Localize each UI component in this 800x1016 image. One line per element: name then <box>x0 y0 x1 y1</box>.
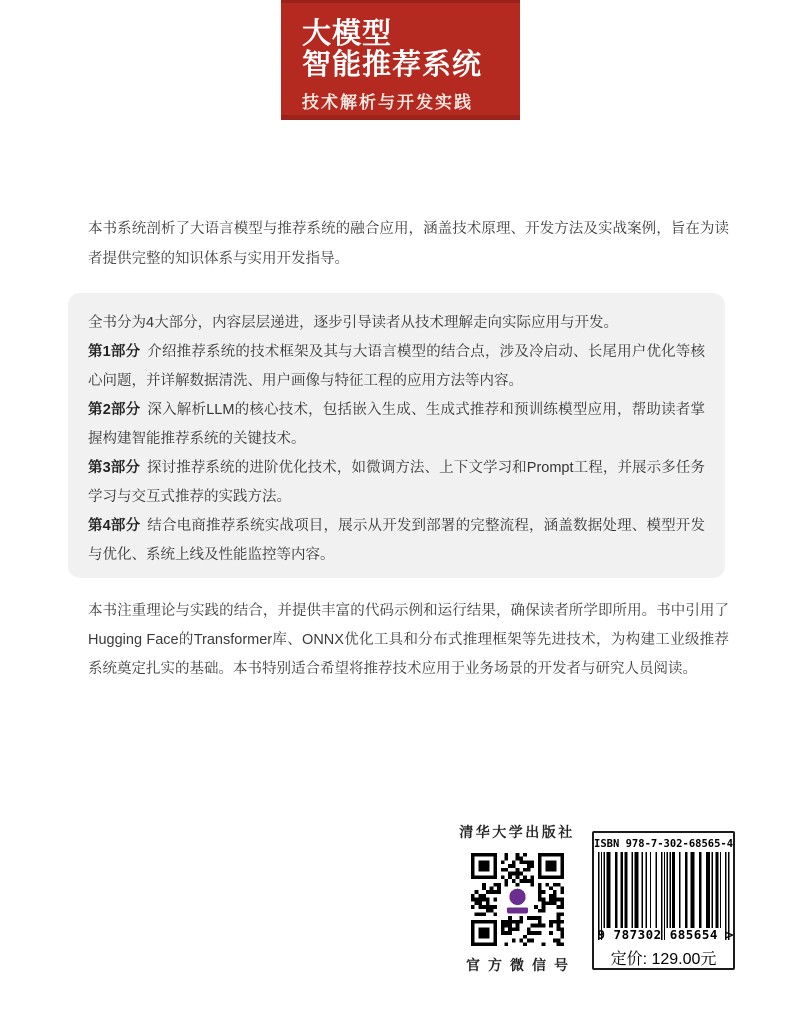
part-1-description <box>88 338 705 396</box>
part-2-text: 深入解析LLM的核心技术，包括嵌入生成、生成式推荐和预训练模型应用，帮助读者掌握构建智能推荐系统的关键技术。 <box>88 402 705 447</box>
price-text: 定价: 129.00元 <box>610 951 717 968</box>
ean-barcode-icon <box>597 852 734 942</box>
part-1-label: 第1部分 <box>88 344 141 360</box>
isbn-barcode-box <box>592 831 735 970</box>
part-1-text: 介绍推荐系统的技术框架及其与大语言模型的结合点，涉及冷启动、长尾用户优化等核心问题，并详解数据清洗、用户画像与特征工程的应用方法等内容。 <box>88 344 705 389</box>
intro-paragraph: 本书系统剖析了大语言模型与推荐系统的融合应用，涵盖技术原理、开发方法及实战案例，旨在为读者提供完整的知识体系与实用开发指导。 <box>88 221 729 267</box>
book-title-line1: 大模型 <box>302 18 393 50</box>
part-3-description <box>88 454 705 512</box>
publisher-name: 清华大学出版社 <box>459 824 575 840</box>
wechat-account-label: 官方微信号 <box>466 957 576 973</box>
isbn-text: ISBN 978-7-302-68565-4 <box>594 838 734 850</box>
part-2-description <box>88 396 705 454</box>
contents-overview-box <box>68 293 725 578</box>
book-subtitle: 技术解析与开发实践 <box>302 93 473 113</box>
part-3-text: 探讨推荐系统的进阶优化技术，如微调方法、上下文学习和Prompt工程，并展示多任务学习与交互式推荐的实践方法。 <box>88 460 705 505</box>
book-title-line2: 智能推荐系统 <box>302 49 483 81</box>
part-4-description <box>88 512 705 570</box>
part-4-label: 第4部分 <box>88 518 141 534</box>
closing-paragraph: 本书注重理论与实践的结合，并提供丰富的代码示例和运行结果，确保读者所学即所用。书中引用了Hugging Face的Transformer库、ONNX优化工具和分布式推理框架等先进技术，为构建工业级推荐系统奠定扎实的基础。本书特别适合希望将推荐技术应用于业务场景的开发者与研究人员阅读。 <box>88 603 729 677</box>
part-2-label: 第2部分 <box>88 402 141 418</box>
title-block <box>281 0 520 120</box>
parts-lead: 全书分为4大部分，内容层层递进，逐步引导读者从技术理解走向实际应用与开发。 <box>88 315 619 331</box>
barcode-digits: 9 787302 685654 > <box>597 927 734 942</box>
publisher-block <box>428 822 606 975</box>
wechat-qr-code-icon <box>471 853 564 946</box>
part-4-text: 结合电商推荐系统实战项目，展示从开发到部署的完整流程，涵盖数据处理、模型开发与优化、系统上线及性能监控等内容。 <box>88 518 705 563</box>
part-3-label: 第3部分 <box>88 460 140 476</box>
